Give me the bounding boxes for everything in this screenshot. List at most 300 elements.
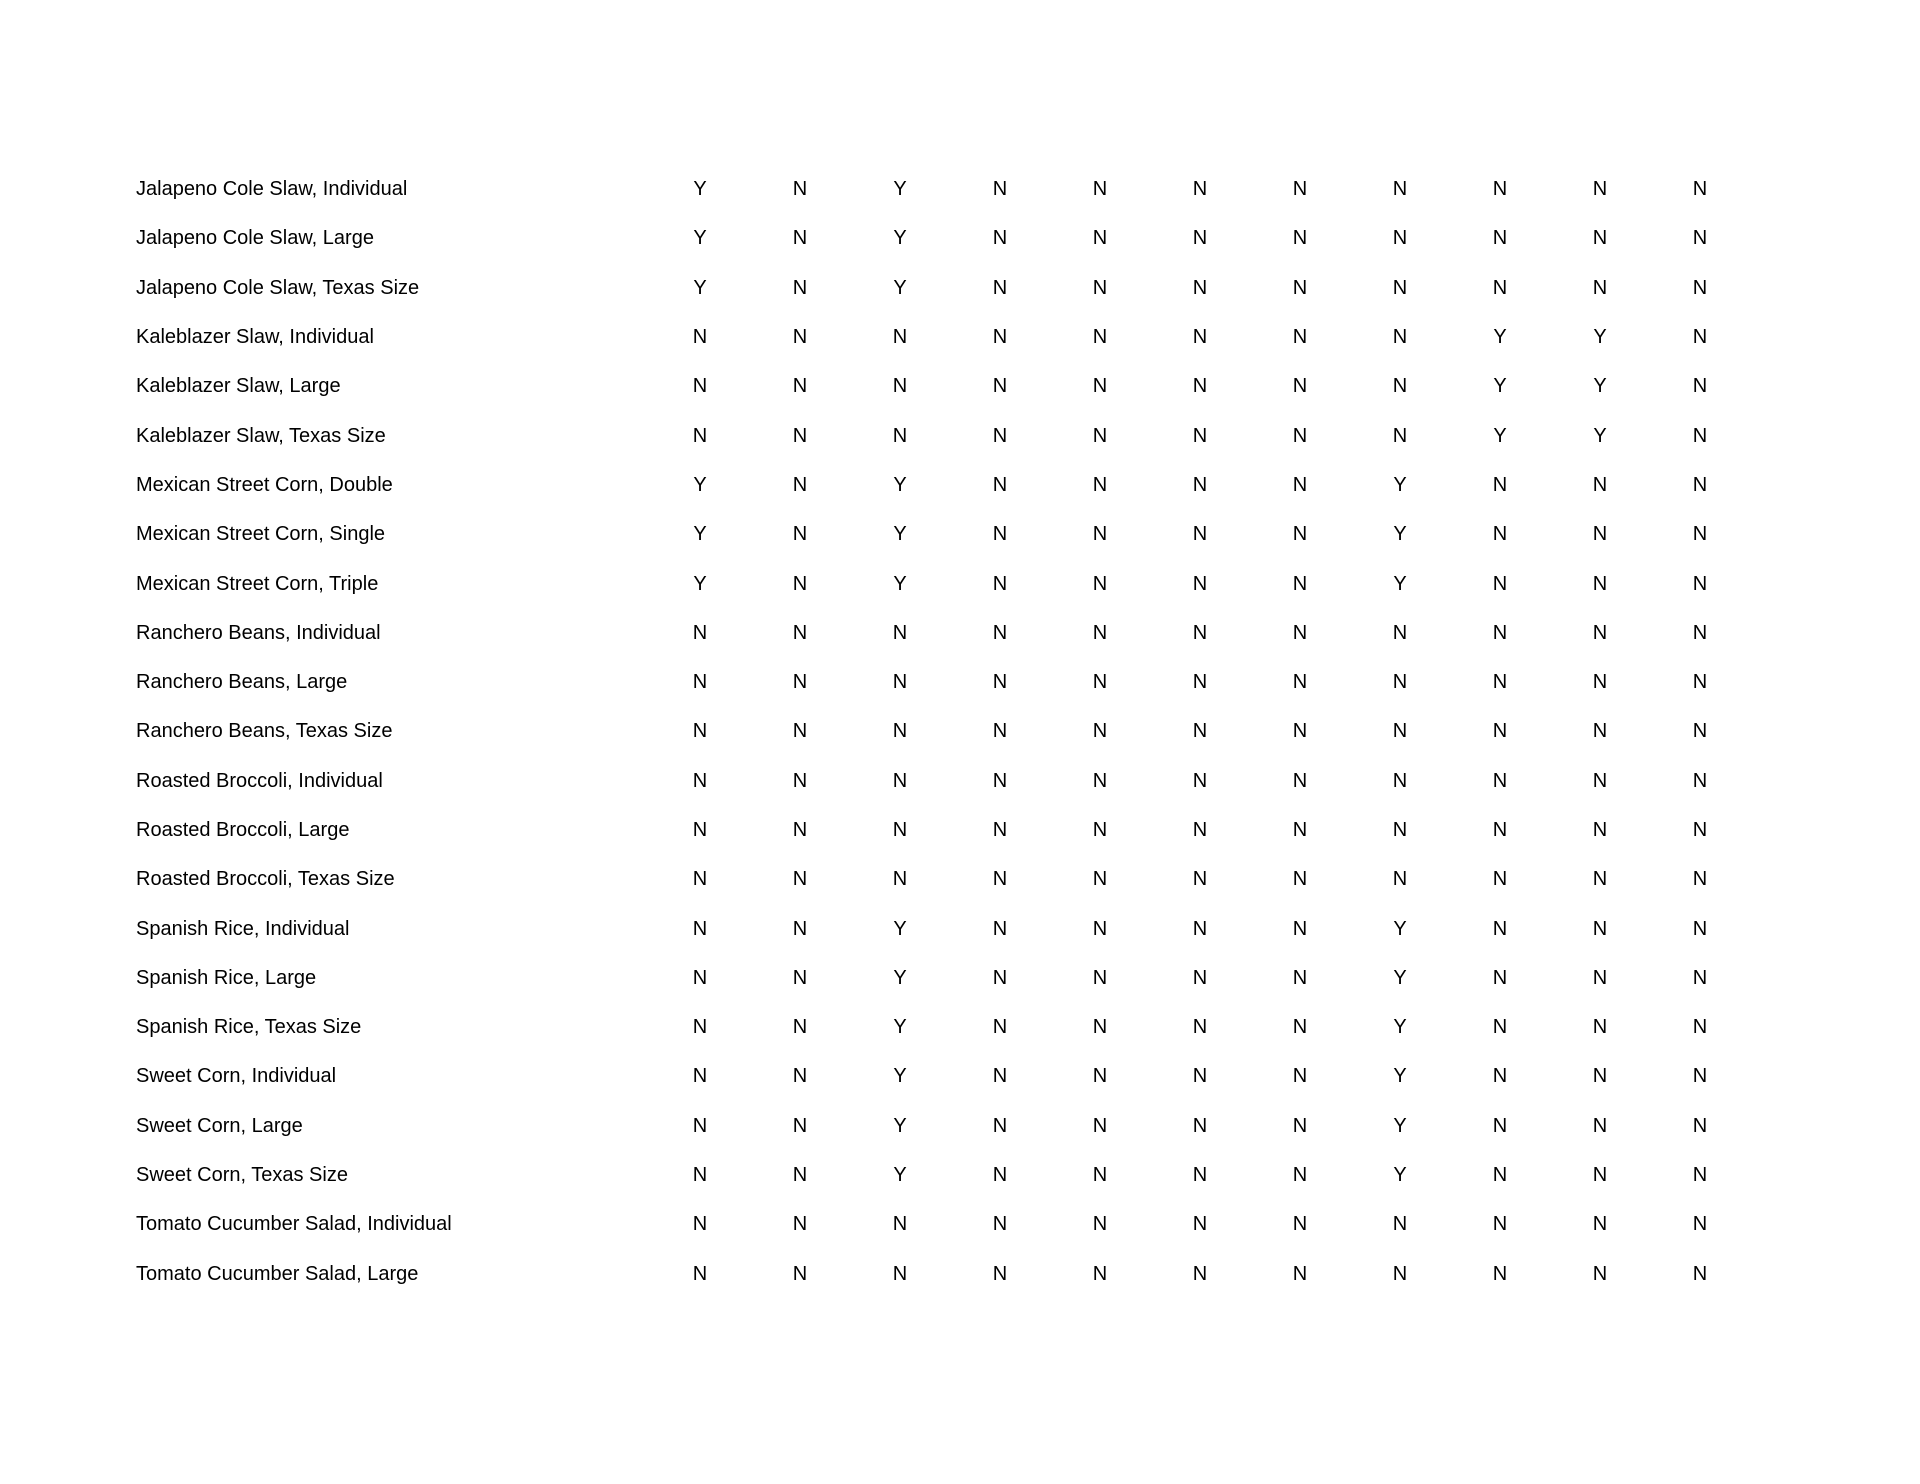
value-cell: N xyxy=(1092,621,1108,644)
value-cell: N xyxy=(692,1213,708,1236)
value-cell: N xyxy=(792,1016,808,1039)
value-cell: N xyxy=(692,1016,708,1039)
value-cell: N xyxy=(1492,966,1508,989)
value-cell: N xyxy=(1192,1262,1208,1285)
value-cell: N xyxy=(992,1016,1008,1039)
value-cell: N xyxy=(1092,326,1108,349)
value-cell: N xyxy=(692,326,708,349)
value-cell: N xyxy=(1192,276,1208,299)
item-name: Kaleblazer Slaw, Individual xyxy=(136,326,374,349)
value-cell: N xyxy=(1392,868,1408,891)
value-cell: N xyxy=(1492,720,1508,743)
value-cell: N xyxy=(892,671,908,694)
value-cell: N xyxy=(1592,671,1608,694)
value-cell: N xyxy=(892,720,908,743)
value-cell: Y xyxy=(893,572,907,595)
table-row xyxy=(0,609,1920,658)
value-cell: N xyxy=(1192,621,1208,644)
value-cell: N xyxy=(1292,326,1308,349)
item-name: Mexican Street Corn, Double xyxy=(136,473,393,496)
value-cell: N xyxy=(992,621,1008,644)
value-cell: N xyxy=(1692,424,1708,447)
value-cell: N xyxy=(792,1213,808,1236)
value-cell: N xyxy=(1692,621,1708,644)
value-cells xyxy=(650,918,1750,941)
value-cell: N xyxy=(892,424,908,447)
value-cell: Y xyxy=(1493,375,1507,398)
value-cell: N xyxy=(692,966,708,989)
value-cell: N xyxy=(1092,720,1108,743)
item-name: Mexican Street Corn, Triple xyxy=(136,572,379,595)
value-cell: N xyxy=(1192,473,1208,496)
value-cell: Y xyxy=(693,227,707,250)
value-cells xyxy=(650,1213,1750,1236)
value-cells xyxy=(650,326,1750,349)
value-cell: N xyxy=(1392,375,1408,398)
value-cell: N xyxy=(992,671,1008,694)
table-row xyxy=(0,559,1920,608)
value-cell: N xyxy=(1292,424,1308,447)
table-row xyxy=(0,855,1920,904)
value-cell: N xyxy=(1192,1213,1208,1236)
value-cell: N xyxy=(1692,868,1708,891)
value-cell: N xyxy=(692,424,708,447)
value-cell: N xyxy=(792,917,808,940)
value-cell: N xyxy=(792,769,808,792)
value-cell: N xyxy=(1692,720,1708,743)
item-name: Jalapeno Cole Slaw, Texas Size xyxy=(136,276,420,299)
value-cell: N xyxy=(1692,1016,1708,1039)
value-cell: N xyxy=(1492,769,1508,792)
items-table xyxy=(0,165,1920,1299)
value-cell: N xyxy=(1192,769,1208,792)
value-cell: N xyxy=(992,1164,1008,1187)
value-cell: N xyxy=(1392,720,1408,743)
value-cells xyxy=(650,622,1750,645)
value-cell: N xyxy=(792,473,808,496)
value-cell: Y xyxy=(893,227,907,250)
value-cell: N xyxy=(1592,276,1608,299)
item-name: Sweet Corn, Individual xyxy=(136,1065,337,1088)
value-cell: N xyxy=(1492,671,1508,694)
value-cell: N xyxy=(1092,276,1108,299)
table-row xyxy=(0,1102,1920,1151)
value-cell: N xyxy=(1092,1114,1108,1137)
value-cell: Y xyxy=(1493,424,1507,447)
value-cell: N xyxy=(1692,227,1708,250)
value-cell: N xyxy=(692,1164,708,1187)
value-cell: N xyxy=(792,375,808,398)
value-cell: N xyxy=(692,917,708,940)
item-name: Spanish Rice, Large xyxy=(136,966,317,989)
value-cell: N xyxy=(1692,819,1708,841)
value-cell: N xyxy=(1592,917,1608,940)
value-cell: N xyxy=(692,621,708,644)
value-cell: N xyxy=(1392,621,1408,644)
value-cell: N xyxy=(992,819,1008,841)
value-cell: N xyxy=(692,868,708,891)
table-row xyxy=(0,658,1920,707)
value-cell: N xyxy=(1492,227,1508,250)
value-cell: N xyxy=(1092,227,1108,250)
value-cell: N xyxy=(1092,375,1108,398)
value-cell: N xyxy=(692,769,708,792)
value-cell: Y xyxy=(893,1065,907,1088)
table-row xyxy=(0,904,1920,953)
value-cell: N xyxy=(1092,819,1108,841)
value-cell: N xyxy=(1692,1262,1708,1285)
value-cell: N xyxy=(1192,227,1208,250)
item-name: Ranchero Beans, Individual xyxy=(136,621,381,644)
value-cell: N xyxy=(1192,671,1208,694)
value-cell: N xyxy=(1592,523,1608,546)
item-name: Roasted Broccoli, Individual xyxy=(136,769,383,792)
value-cell: N xyxy=(1692,473,1708,496)
value-cell: N xyxy=(892,769,908,792)
value-cell: N xyxy=(1092,178,1108,201)
value-cell: N xyxy=(992,868,1008,891)
value-cell: Y xyxy=(893,966,907,989)
value-cell: N xyxy=(992,572,1008,595)
table-row xyxy=(0,707,1920,756)
value-cell: N xyxy=(892,868,908,891)
value-cell: N xyxy=(792,868,808,891)
item-name: Jalapeno Cole Slaw, Individual xyxy=(136,178,408,201)
value-cell: N xyxy=(792,1114,808,1137)
value-cell: N xyxy=(1592,1065,1608,1088)
value-cell: N xyxy=(1092,572,1108,595)
value-cell: N xyxy=(1292,819,1308,841)
item-name: Tomato Cucumber Salad, Individual xyxy=(136,1213,452,1236)
value-cell: N xyxy=(792,276,808,299)
value-cell: N xyxy=(692,671,708,694)
value-cell: N xyxy=(692,1114,708,1137)
value-cell: N xyxy=(892,1262,908,1285)
value-cell: N xyxy=(692,1262,708,1285)
value-cell: N xyxy=(1492,178,1508,201)
value-cell: Y xyxy=(1593,424,1607,447)
item-name: Kaleblazer Slaw, Texas Size xyxy=(136,424,386,447)
value-cell: N xyxy=(1592,1114,1608,1137)
value-cell: N xyxy=(1492,523,1508,546)
value-cell: N xyxy=(892,326,908,349)
value-cells xyxy=(650,227,1750,250)
value-cell: N xyxy=(792,326,808,349)
value-cell: N xyxy=(1692,1164,1708,1187)
table-row xyxy=(0,1052,1920,1101)
value-cell: N xyxy=(992,326,1008,349)
value-cell: N xyxy=(1092,868,1108,891)
value-cell: N xyxy=(1192,720,1208,743)
value-cell: N xyxy=(1192,1164,1208,1187)
value-cell: N xyxy=(892,621,908,644)
value-cell: N xyxy=(1292,1114,1308,1137)
value-cell: N xyxy=(1292,572,1308,595)
value-cell: N xyxy=(1292,769,1308,792)
value-cells xyxy=(650,671,1750,694)
item-name: Roasted Broccoli, Texas Size xyxy=(136,868,395,891)
value-cell: N xyxy=(1092,966,1108,989)
value-cell: N xyxy=(1692,375,1708,398)
value-cell: N xyxy=(992,424,1008,447)
value-cell: Y xyxy=(893,917,907,940)
value-cell: Y xyxy=(1393,1164,1407,1187)
value-cell: N xyxy=(1592,769,1608,792)
value-cells xyxy=(650,474,1750,497)
value-cell: N xyxy=(1292,917,1308,940)
value-cell: N xyxy=(792,1164,808,1187)
value-cell: Y xyxy=(693,178,707,201)
value-cell: N xyxy=(1592,178,1608,201)
value-cell: N xyxy=(1692,178,1708,201)
value-cell: N xyxy=(1092,917,1108,940)
value-cell: N xyxy=(1692,1213,1708,1236)
value-cell: N xyxy=(1592,1213,1608,1236)
table-row xyxy=(0,1003,1920,1052)
value-cells xyxy=(650,967,1750,990)
value-cell: N xyxy=(1592,572,1608,595)
value-cell: N xyxy=(1292,1213,1308,1236)
value-cell: N xyxy=(992,917,1008,940)
value-cell: N xyxy=(1292,178,1308,201)
value-cell: Y xyxy=(893,276,907,299)
value-cell: Y xyxy=(693,523,707,546)
value-cell: N xyxy=(792,621,808,644)
value-cell: N xyxy=(1492,621,1508,644)
value-cell: N xyxy=(792,424,808,447)
value-cell: Y xyxy=(693,572,707,595)
value-cell: N xyxy=(1092,769,1108,792)
table-row xyxy=(0,313,1920,362)
value-cell: N xyxy=(1492,819,1508,841)
value-cell: N xyxy=(1692,1114,1708,1137)
value-cell: N xyxy=(1292,375,1308,398)
value-cell: N xyxy=(992,276,1008,299)
item-name: Ranchero Beans, Texas Size xyxy=(136,720,393,743)
value-cell: N xyxy=(1092,473,1108,496)
value-cell: N xyxy=(1692,326,1708,349)
value-cells xyxy=(650,770,1750,793)
value-cell: N xyxy=(1692,572,1708,595)
value-cell: N xyxy=(1492,868,1508,891)
value-cell: N xyxy=(792,671,808,694)
value-cells xyxy=(650,720,1750,743)
value-cells xyxy=(650,178,1750,201)
value-cell: N xyxy=(1292,868,1308,891)
value-cell: N xyxy=(1192,1114,1208,1137)
value-cell: N xyxy=(1392,769,1408,792)
value-cell: Y xyxy=(893,1016,907,1039)
value-cell: N xyxy=(992,523,1008,546)
value-cell: N xyxy=(1192,572,1208,595)
value-cell: N xyxy=(1292,523,1308,546)
value-cell: N xyxy=(1392,424,1408,447)
value-cell: N xyxy=(892,1213,908,1236)
value-cells xyxy=(650,277,1750,300)
table-row xyxy=(0,806,1920,855)
table-row xyxy=(0,510,1920,559)
value-cell: N xyxy=(1492,1164,1508,1187)
value-cell: N xyxy=(1092,1213,1108,1236)
value-cell: N xyxy=(1192,326,1208,349)
value-cells xyxy=(650,523,1750,546)
value-cell: Y xyxy=(1593,375,1607,398)
value-cells xyxy=(650,1016,1750,1039)
value-cell: N xyxy=(792,720,808,743)
value-cell: N xyxy=(1592,720,1608,743)
value-cell: N xyxy=(1592,1262,1608,1285)
value-cell: N xyxy=(992,227,1008,250)
value-cell: N xyxy=(1692,966,1708,989)
value-cell: N xyxy=(1392,326,1408,349)
value-cell: N xyxy=(1392,819,1408,841)
item-name: Ranchero Beans, Large xyxy=(136,671,348,694)
item-name: Spanish Rice, Individual xyxy=(136,917,350,940)
item-name: Roasted Broccoli, Large xyxy=(136,819,350,841)
value-cell: N xyxy=(992,966,1008,989)
value-cell: N xyxy=(1292,671,1308,694)
value-cell: Y xyxy=(1493,326,1507,349)
table-row xyxy=(0,1250,1920,1299)
value-cell: N xyxy=(1092,671,1108,694)
value-cell: N xyxy=(1492,917,1508,940)
value-cell: N xyxy=(692,819,708,841)
value-cell: N xyxy=(1592,621,1608,644)
value-cell: Y xyxy=(893,473,907,496)
value-cell: N xyxy=(1192,868,1208,891)
value-cell: N xyxy=(1692,276,1708,299)
value-cell: Y xyxy=(1593,326,1607,349)
value-cell: N xyxy=(992,1065,1008,1088)
value-cell: N xyxy=(1692,671,1708,694)
value-cell: N xyxy=(992,178,1008,201)
value-cell: N xyxy=(1692,1065,1708,1088)
value-cell: N xyxy=(1592,966,1608,989)
value-cell: Y xyxy=(1393,1065,1407,1088)
value-cell: N xyxy=(1292,1262,1308,1285)
value-cell: N xyxy=(792,178,808,201)
item-name: Sweet Corn, Texas Size xyxy=(136,1164,348,1187)
table-row xyxy=(0,411,1920,460)
value-cell: N xyxy=(1192,375,1208,398)
value-cell: N xyxy=(1192,424,1208,447)
value-cell: N xyxy=(1692,917,1708,940)
value-cell: N xyxy=(1292,276,1308,299)
value-cell: N xyxy=(1292,473,1308,496)
value-cell: N xyxy=(1092,1164,1108,1187)
value-cell: N xyxy=(692,1065,708,1088)
value-cells xyxy=(650,1115,1750,1138)
value-cell: N xyxy=(992,720,1008,743)
item-name: Spanish Rice, Texas Size xyxy=(136,1016,362,1039)
value-cell: N xyxy=(1392,178,1408,201)
value-cell: N xyxy=(1492,276,1508,299)
table-row xyxy=(0,1151,1920,1200)
item-name: Jalapeno Cole Slaw, Large xyxy=(136,227,374,250)
value-cell: N xyxy=(1192,1065,1208,1088)
table-row xyxy=(0,1200,1920,1249)
value-cell: N xyxy=(1492,1016,1508,1039)
value-cell: N xyxy=(792,1065,808,1088)
value-cell: Y xyxy=(1393,966,1407,989)
value-cell: Y xyxy=(893,1114,907,1137)
value-cells xyxy=(650,375,1750,398)
value-cell: N xyxy=(1392,671,1408,694)
value-cell: N xyxy=(1092,1065,1108,1088)
value-cell: N xyxy=(1592,868,1608,891)
item-name: Kaleblazer Slaw, Large xyxy=(136,375,341,398)
value-cell: N xyxy=(1592,227,1608,250)
table-row xyxy=(0,165,1920,214)
table-row xyxy=(0,954,1920,1003)
value-cell: Y xyxy=(893,1164,907,1187)
table-row xyxy=(0,214,1920,263)
value-cell: N xyxy=(792,966,808,989)
value-cell: N xyxy=(992,769,1008,792)
value-cell: N xyxy=(1392,1213,1408,1236)
value-cell: N xyxy=(1192,1016,1208,1039)
value-cell: N xyxy=(1692,523,1708,546)
value-cells xyxy=(650,425,1750,448)
value-cell: N xyxy=(1092,1016,1108,1039)
value-cell: N xyxy=(692,375,708,398)
value-cell: N xyxy=(1492,1114,1508,1137)
value-cell: N xyxy=(992,375,1008,398)
value-cell: Y xyxy=(1393,523,1407,546)
value-cell: N xyxy=(1292,621,1308,644)
value-cell: N xyxy=(892,819,908,841)
value-cell: N xyxy=(1392,227,1408,250)
item-name: Mexican Street Corn, Single xyxy=(136,523,386,546)
table-row xyxy=(0,264,1920,313)
value-cell: N xyxy=(1192,966,1208,989)
value-cell: Y xyxy=(893,523,907,546)
table-row xyxy=(0,461,1920,510)
value-cell: N xyxy=(1092,424,1108,447)
value-cell: N xyxy=(692,720,708,743)
value-cell: N xyxy=(1692,769,1708,792)
value-cell: N xyxy=(1492,572,1508,595)
value-cell: N xyxy=(792,523,808,546)
value-cells xyxy=(650,868,1750,891)
value-cell: N xyxy=(1492,1213,1508,1236)
value-cell: N xyxy=(1592,473,1608,496)
table-row xyxy=(0,757,1920,806)
value-cell: N xyxy=(1292,1016,1308,1039)
value-cells xyxy=(650,573,1750,596)
value-cell: N xyxy=(1492,1065,1508,1088)
value-cell: Y xyxy=(1393,1016,1407,1039)
value-cell: N xyxy=(1292,1164,1308,1187)
value-cell: N xyxy=(1592,1164,1608,1187)
item-name: Tomato Cucumber Salad, Large xyxy=(136,1262,419,1285)
value-cell: N xyxy=(792,819,808,841)
value-cell: N xyxy=(1092,523,1108,546)
value-cell: N xyxy=(1292,1065,1308,1088)
item-name: Sweet Corn, Large xyxy=(136,1114,303,1137)
value-cell: N xyxy=(1192,917,1208,940)
value-cell: N xyxy=(1492,473,1508,496)
value-cells xyxy=(650,819,1750,842)
value-cell: N xyxy=(992,1114,1008,1137)
value-cell: N xyxy=(992,1213,1008,1236)
value-cell: N xyxy=(1092,1262,1108,1285)
value-cell: Y xyxy=(893,178,907,201)
value-cell: N xyxy=(992,473,1008,496)
value-cell: N xyxy=(992,1262,1008,1285)
value-cell: N xyxy=(1592,1016,1608,1039)
value-cell: N xyxy=(1192,178,1208,201)
